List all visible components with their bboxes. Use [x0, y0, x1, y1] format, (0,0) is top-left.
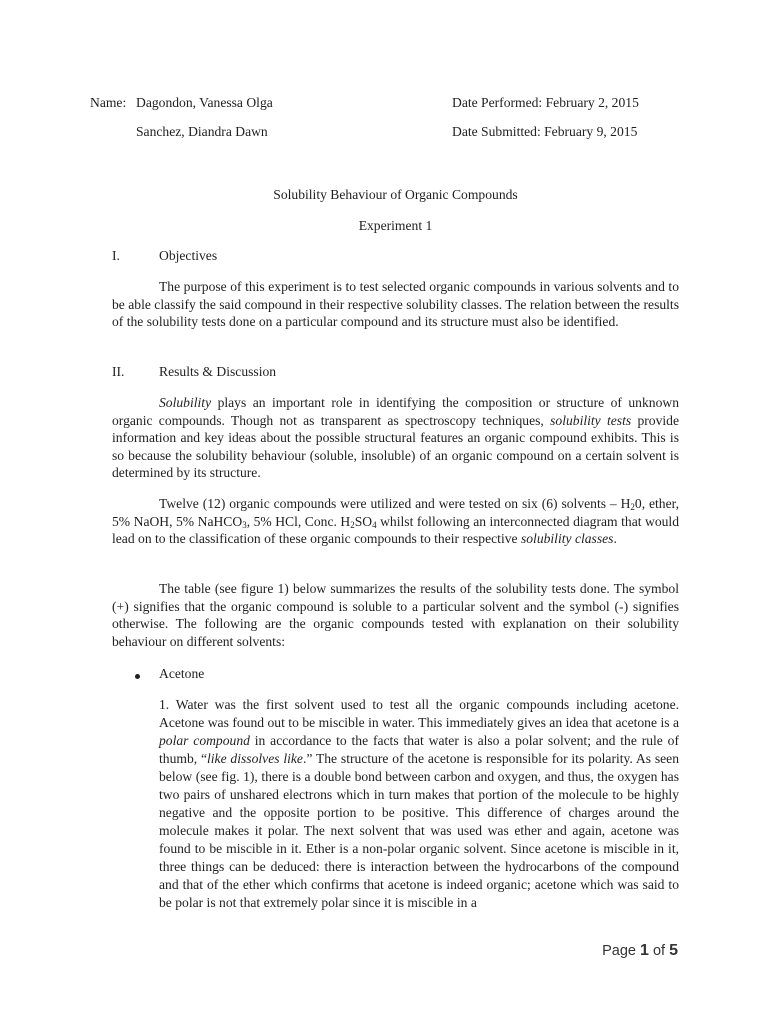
acetone-explanation: [159, 696, 679, 912]
document-title: Solubility Behaviour of Organic Compounds: [273, 187, 518, 202]
solubility-paragraph: [112, 394, 679, 482]
paragraph-text: whilst following an interconnected diagram that would lead on to the classification of these organic compounds to their respective: [112, 513, 679, 547]
paragraph-text: Twelve (12) organic compounds were utilized and were tested on six (6) solvents – H: [159, 496, 631, 511]
objectives-text: The purpose of this experiment is to test selected organic compounds in various solvents and to be able classify the said compound in their respective solubility classes. The relation between the results of the solubility tests done on a particular compound and its structure must also be identified.: [112, 279, 679, 330]
current-page: 1: [640, 942, 649, 959]
section-title: Results & Discussion: [159, 364, 277, 379]
term-solubility: Solubility: [159, 395, 212, 410]
paragraph-text: plays an important role in identifying the composition or structure of unknown organic compounds. Though not as transparent as spectroscopy techniques,: [112, 395, 679, 428]
term-solubility-classes: solubility classes: [520, 531, 614, 547]
name-label: Name:: [90, 95, 127, 110]
date-performed: Date Performed: February 2, 2015: [452, 95, 639, 110]
term-polar-compound: polar compound: [159, 733, 250, 748]
bullet-acetone: Acetone: [159, 666, 205, 681]
paragraph-text: 1. Water was the first solvent used to test all the organic compounds including acetone. Acetone was found out to be miscible in water. This immediately gives an idea that acetone is a: [159, 697, 679, 730]
of-word: of: [652, 943, 666, 959]
total-pages: 5: [669, 942, 678, 959]
term-solubility-tests: solubility tests: [550, 412, 632, 428]
document-subtitle: Experiment 1: [358, 218, 433, 233]
compounds-paragraph: [112, 495, 679, 548]
subscript: 3: [242, 519, 247, 530]
section-number: II.: [112, 364, 125, 379]
section-title: Objectives: [159, 248, 218, 263]
bullet-icon: [135, 674, 140, 679]
table-summary-paragraph: [112, 580, 679, 650]
student-name-2: Sanchez, Diandra Dawn: [136, 124, 268, 139]
student-name-1: Dagondon, Vanessa Olga: [136, 95, 273, 110]
subscript: 2: [350, 519, 355, 530]
paragraph-text: .” The structure of the acetone is responsible for its polarity. As seen below (see fig. 1), there is a double bond between carbon and oxygen, and thus, the oxygen has two pairs of unshared electrons which in turn makes that portion of the molecule to be highly negative and the opposite portion to be positive. This difference of charges around the molecule makes it polar. The next solvent that was used was ether and again, acetone was found to be miscible in it. Ether is a non-polar organic solvent. Since acetone is miscible in it, three things can be deduced: there is interaction between the hydrocarbons of the compound and that of the ether which confirms that acetone is indeed organic; acetone which was said to be polar is not that extremely polar since it is miscible in a: [159, 751, 679, 910]
section-objectives-heading: [112, 248, 217, 264]
subscript: 2: [630, 502, 635, 512]
section-number: I.: [112, 248, 120, 263]
paragraph-text: , 5% HCl, Conc. H: [246, 513, 351, 529]
page-word: Page: [602, 943, 636, 959]
page-indicator: [602, 942, 678, 960]
paragraph-text: SO: [354, 513, 373, 529]
subscript: 4: [372, 519, 377, 530]
paragraph-text: .: [613, 531, 617, 547]
section-results-heading: [112, 364, 276, 380]
paragraph-text: The table (see figure 1) below summarizes the results of the solubility tests done. The symbol (+) signifies that the organic compound is soluble to a particular solvent and the symbol (-) signifies otherwise. The following are the organic compounds tested with explanation on their solubility behaviour on different solvents:: [112, 581, 679, 649]
date-submitted: Date Submitted: February 9, 2015: [452, 124, 638, 139]
paragraph-text: 0, ether, 5% NaOH, 5% NaHCO: [112, 496, 679, 529]
paragraph-text: provide information and key ideas about the possible structural features an organic compound exhibits. This is so because the solubility behaviour (soluble, insoluble) of an organic compound on a certain solvent is determined by its structure.: [112, 412, 679, 481]
paragraph-text: in accordance to the facts that water is also a polar solvent; and the rule of thumb, “: [159, 733, 679, 766]
objectives-paragraph: [112, 278, 679, 331]
term-like-dissolves-like: like dissolves like: [207, 751, 303, 766]
